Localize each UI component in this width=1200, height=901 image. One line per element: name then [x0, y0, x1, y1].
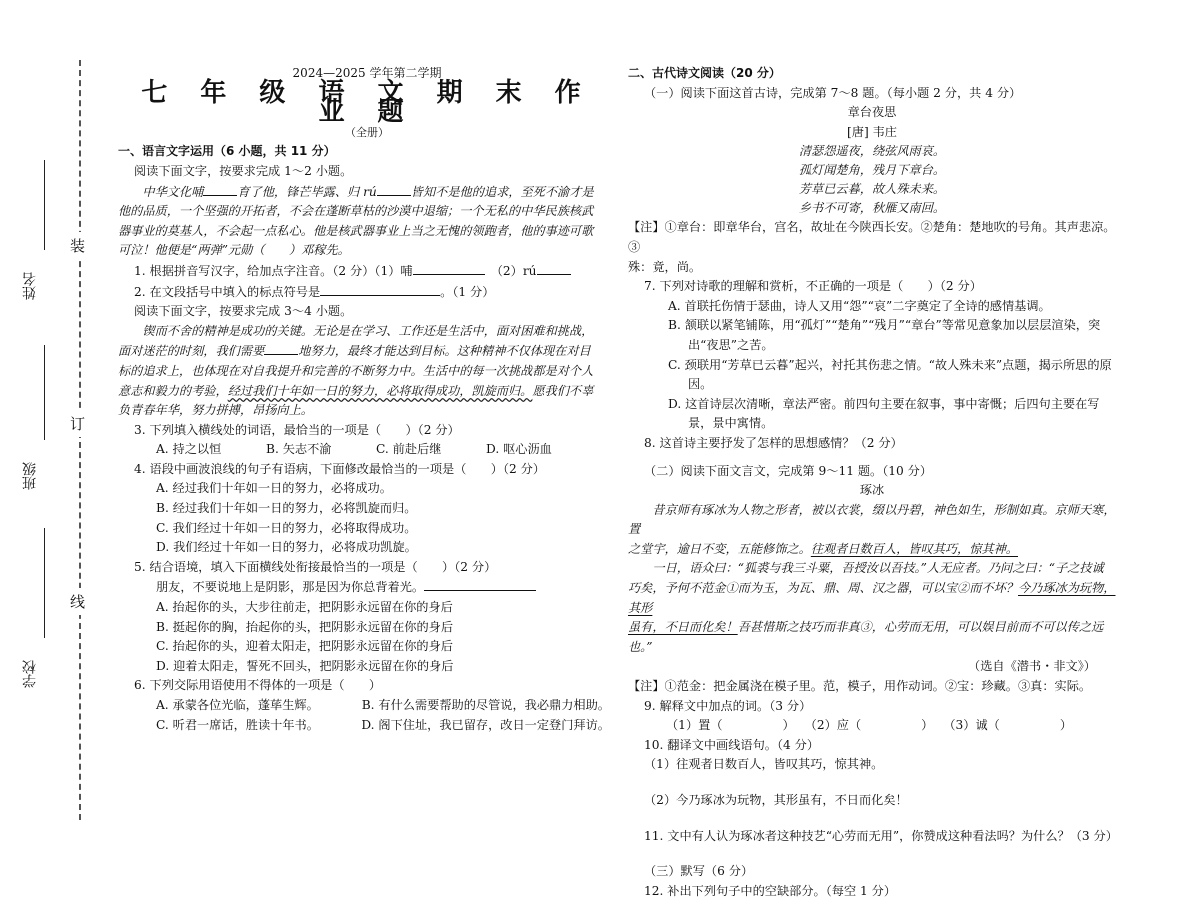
question-5-stem: 朋友，不要说地上是阴影，那是因为你总背着光。: [118, 577, 616, 598]
exam-title: 七 年 级 语 文 期 末 作 业 题: [141, 77, 593, 128]
option-b[interactable]: B. 颔联以紧笔铺陈，用“孤灯”“楚角”“残月”“章台”等常见意象加以层层渲染，突出“夜思”之苦。: [668, 318, 1101, 352]
option-d[interactable]: D. 迎着太阳走，誓死不回头，把阴影永远留在你的身后: [156, 658, 454, 673]
passage-2-line-1: 锲而不舍的精神是成功的关键。无论是在学习、工作还是生活中，面对困难和挑战，: [142, 323, 594, 338]
passage-1-line-2: 他的品质，一个坚强的开拓者，不会在蓬断草枯的沙漠中退缩；一个无私的中华民族核武: [118, 204, 594, 219]
prose-line-3: 一日，语众曰：“狐裘与我三斗粟，吾授汝以吾技。”人无应者。乃问之曰：“子之技诚: [652, 561, 1104, 576]
question-6: 6. 下列交际用语使用不得体的一项是（ ）: [134, 678, 382, 693]
name-label: 姓名: [22, 272, 38, 300]
option-b[interactable]: B. 经过我们十年如一日的努力，必将凯旋而归。: [156, 501, 417, 516]
passage-2-line-5: 负青春年华，努力拼搏，昂扬向上。: [118, 403, 313, 418]
school-label: 学校: [22, 660, 38, 688]
question-9: 9. 解释文中加点的词。（3 分）: [644, 698, 812, 713]
section-1-title: 一、语言文字运用（6 小题，共 11 分）: [118, 144, 336, 159]
reading-instruction-2: 阅读下面文字，按要求完成 3～4 小题。: [134, 304, 353, 319]
prose-source: （选自《潜书・非文》）: [968, 659, 1096, 674]
option-d[interactable]: D. 这首诗层次清晰，章法严密。前四句主要在叙事，事中寄慨；后四句主要在写景，景中寓情。: [668, 396, 1100, 431]
question-9-items: （1）置（ ） （2）应（ ） （3）诚（ ）: [666, 718, 1073, 733]
option-a[interactable]: A. 抬起你的头，大步往前走，把阴影永远留在你的身后: [156, 600, 453, 615]
binding-mark-zhuang: 装: [70, 232, 85, 259]
prose-title: 琢冰: [859, 483, 885, 498]
part-1-instruction: （一）阅读下面这首古诗，完成第 7～8 题。（每小题 2 分，共 4 分）: [644, 85, 1022, 100]
question-8: 8. 这首诗主要抒发了怎样的思想感情？（2 分）: [644, 435, 903, 450]
passage-1-line-3: 器事业的莫基人，不会起一点私心。他是核武器事业上当之无愧的领跑者，他的事迹可歌: [118, 223, 594, 238]
question-4: 4. 语段中画波浪线的句子有语病，下面修改最恰当的一项是（ ）（2 分）: [134, 461, 546, 476]
question-10: 10. 翻译文中画线语句。（4 分）: [644, 737, 820, 752]
school-year: 2024—2025 学年第二学期: [292, 66, 442, 80]
passage-1-line-1: 中华文化哺 育了他，锋芒毕露、归 rú 皆知不是他的追求，至死不渝才是: [118, 182, 616, 203]
option-b[interactable]: B. 有什么需要帮助的尽管说，我必鼎力相助。: [361, 698, 610, 712]
question-12: 12. 补出下列句子中的空缺部分。（每空 1 分）: [644, 883, 897, 898]
prose-line-4: 巧矣，予何不范金①而为玉，为瓦、鼎、周、汉之器，可以宝②而不坏？今乃琢冰为玩物，其形: [628, 581, 1116, 615]
left-column: [118, 64, 616, 735]
question-1: 1. 根据拼音写汉字，给加点字注音。（2 分）（1）哺 （2）rú: [118, 261, 616, 282]
option-a[interactable]: A. 首联托伤情于瑟曲，诗人又用“怨”“哀”二字奠定了全诗的感情基调。: [668, 298, 1051, 313]
prose-line-5: 虽有，不日而化矣！吾甚惜斯之技巧而非真③，心劳而无用，可以娱目前而不可以传之远也。”: [628, 620, 1104, 654]
section-2-title: 二、古代诗文阅读（20 分）: [628, 66, 781, 80]
right-column: [628, 64, 1116, 901]
question-7: 7. 下列对诗歌的理解和赏析，不正确的一项是（ ）（2 分）: [644, 279, 982, 294]
question-10-1: （1）往观者日数百人，皆叹其巧，惊其神。: [644, 757, 884, 772]
underlined-sentence-2b: 虽有，不日而化矣！: [628, 620, 738, 635]
question-3: 3. 下列填入横线处的词语，最恰当的一项是（ ）（2 分）: [134, 422, 460, 437]
part-3-title: （三）默写（6 分）: [644, 864, 754, 879]
option-c[interactable]: C. 前赴后继: [376, 442, 442, 457]
binding-margin: [0, 0, 110, 849]
option-d[interactable]: D. 我们经过十年如一日的努力，必将成功凯旋。: [156, 540, 417, 555]
prose-line-2: 之堂宇，逾日不变，五能修饰之。往观者日数百人，皆叹其巧，惊其神。: [628, 541, 1018, 556]
question-2: 2. 在文段括号中填入的标点符号是 。（1 分）: [118, 282, 616, 303]
option-b[interactable]: B. 矢志不渝: [266, 442, 332, 457]
answer-blank-q1-1[interactable]: [413, 261, 485, 275]
answer-blank-q5[interactable]: [424, 577, 536, 591]
question-11: 11. 文中有人认为琢冰者这种技艺“心劳而无用”，你赞成这种看法吗？为什么？（3 分）: [644, 828, 1118, 843]
poem-title: 章台夜思: [847, 105, 897, 120]
question-10-2: （2）今乃琢冰为玩物，其形虽有，不日而化矣！: [644, 793, 908, 807]
question-5: 5. 结合语境，填入下面横线处衔接最恰当的一项是（ ）（2 分）: [134, 559, 497, 574]
option-c[interactable]: C. 颈联用“芳草已云暮”起兴，衬托其伤悲之情。“故人殊未来”点题，揭示所思的原因。: [668, 357, 1112, 392]
answer-blank-q2[interactable]: [320, 282, 440, 296]
part-2-instruction: （二）阅读下面文言文，完成第 9～11 题。（10 分）: [644, 463, 933, 478]
poem-line: 清瑟怨遥夜，绕弦风雨哀。: [798, 144, 946, 159]
reading-instruction-1: 阅读下面文字，按要求完成 1～2 小题。: [134, 163, 353, 178]
option-c[interactable]: C. 抬起你的头，迎着太阳走，把阴影永远留在你的身后: [156, 639, 453, 654]
answer-blank-q1-2[interactable]: [537, 261, 571, 275]
option-c[interactable]: C. 我们经过十年如一日的努力，必将取得成功。: [156, 520, 417, 535]
question-3-options: [118, 440, 616, 460]
poem-line: 芳草已云暮，故人殊未来。: [798, 182, 946, 197]
wavy-underlined-sentence: 经过我们十年如一日的努力，必将取得成功，凯旋而归。: [227, 383, 533, 398]
poem-line: 孤灯闻楚角，残月下章台。: [798, 163, 946, 178]
passage-1-line-4: 可泣！他便是“两弹”元勋（ ）邓稼先。: [118, 243, 350, 258]
option-b[interactable]: B. 挺起你的胸，抬起你的头，把阴影永远留在你的身后: [156, 619, 454, 634]
option-d[interactable]: D. 呕心沥血: [486, 442, 552, 457]
question-6-options-row-1: [118, 696, 616, 716]
passage-2-line-4: 意志和毅力的考验，经过我们十年如一日的努力，必将取得成功，凯旋而归。愿我们不辜: [118, 383, 594, 398]
poem-note-line-1: 【注】①章台：即章华台，宫名，故址在今陕西长安。②楚角：楚地吹的号角。其声悲凉。③: [628, 220, 1116, 254]
exam-subtitle: （全册）: [345, 125, 389, 139]
passage-2-line-3: 标的追求上，也体现在对自我提升和完善的不断努力中。生活中的每一次挑战都是对个人: [118, 363, 594, 378]
class-label: 班级: [22, 462, 38, 490]
option-c[interactable]: C. 听君一席话，胜读十年书。: [156, 717, 319, 732]
name-blank-line[interactable]: [44, 160, 45, 250]
poem-note-line-2: 殊：竟，尚。: [628, 259, 702, 274]
binding-dashed-line: [79, 60, 81, 820]
option-a[interactable]: A. 经过我们十年如一日的努力，必将成功。: [156, 481, 392, 496]
prose-line-1: 昔京师有琢冰为人物之形者，被以衣裳，缀以丹碧，神色如生，形制如真。京师天寒，置: [628, 502, 1116, 537]
option-a[interactable]: A. 持之以恒: [156, 442, 222, 457]
underlined-sentence-2a: 今乃琢冰为玩物，其形: [628, 581, 1116, 615]
passage-2-line-2: 面对迷茫的时刻，我们需要 地努力，最终才能达到目标。这种精神不仅体现在对目: [118, 341, 616, 362]
poem-author: [唐] 韦庄: [847, 124, 897, 139]
binding-mark-xian: 线: [70, 588, 85, 615]
school-blank-line[interactable]: [44, 528, 45, 638]
class-blank-line[interactable]: [44, 345, 45, 440]
prose-note: 【注】①范金：把金属浇在模子里。范，模子，用作动词。②宝：珍藏。③真：实际。: [628, 679, 1092, 694]
underlined-sentence-1: 往观者日数百人，皆叹其巧，惊其神。: [810, 541, 1018, 556]
poem-line: 乡书不可寄，秋雁又南回。: [798, 201, 946, 216]
option-d[interactable]: D. 阁下住址，我已留存，改日一定登门拜访。: [361, 717, 610, 732]
binding-mark-ding: 订: [70, 410, 85, 437]
option-a[interactable]: A. 承蒙各位光临，蓬荜生辉。: [156, 698, 319, 712]
question-6-options-row-2: [118, 716, 616, 736]
